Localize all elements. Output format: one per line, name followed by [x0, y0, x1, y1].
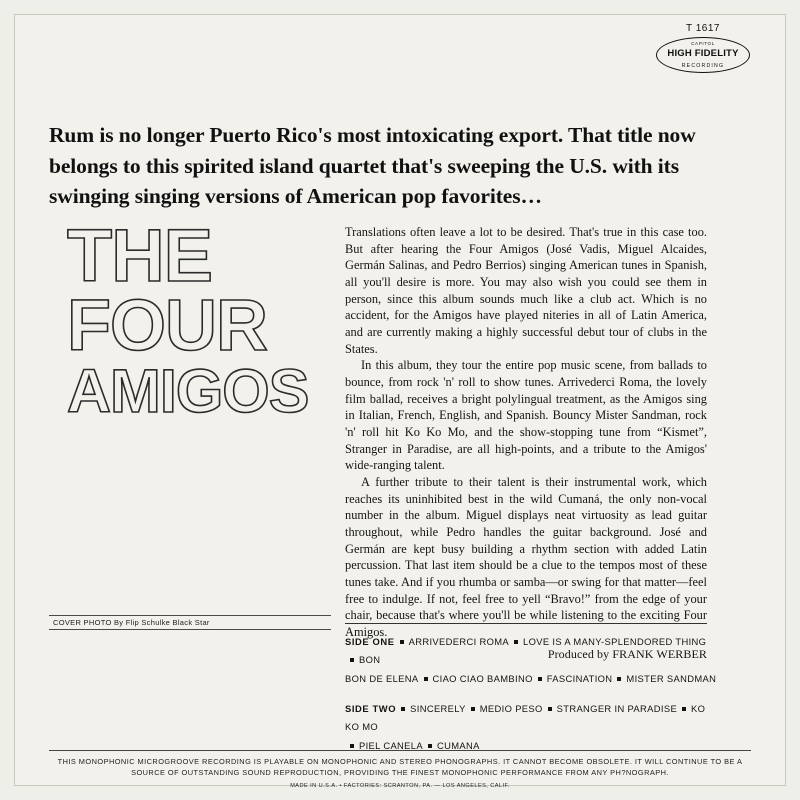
album-title-line-1: THE [67, 214, 212, 297]
album-back-cover [14, 14, 786, 790]
recording-label: RECORDING [681, 62, 725, 69]
footer-divider [49, 750, 751, 751]
side-one-line-2 [345, 670, 717, 688]
produced-by-credit: Produced by FRANK WERBER [547, 646, 707, 661]
notes-divider [345, 623, 707, 624]
bullet-square-icon [350, 744, 354, 748]
liner-notes-paragraph-3: A further tribute to their talent is their instrumental work, which reaches its uninhibited best in the wild Cumaná, the only non-vocal number in the album. Miguel displays neat virtuosity as lead guitar throughout, while Pedro handles the guitar background. José and Germán are kept busy building a rhythm section with added Latin percussion. That last item should be a clue to the tempos most of these tunes take. And if you rhumba or samba—or swing for that matter—feel free to indulge. If not, feel free to yell “Bravo!” from the edge of your chair, because that's where you'll be while listening to the exciting Four Amigos. [345, 475, 707, 640]
bullet-square-icon [682, 707, 686, 711]
side-two-line-1 [345, 700, 717, 737]
track-title-partial: BON DE ELENA [345, 672, 419, 684]
track-title: LOVE IS A MANY-SPLENDORED THING [523, 636, 707, 647]
album-title-line-2: FOUR [67, 285, 267, 366]
track-title-partial: BON [359, 654, 381, 666]
album-title-line-3: AMIGOS [67, 356, 309, 425]
bullet-square-icon [428, 744, 432, 748]
bullet-square-icon [471, 707, 475, 711]
high-fidelity-label: HIGH FIDELITY [667, 48, 739, 59]
capitol-high-fidelity-logo [643, 23, 763, 73]
headline-text: Rum is no longer Puerto Rico's most intoxicating export. That title now belongs to this spirited island quartet that's sweeping the U.S. with its swinging singing versions of American pop favorites… [49, 123, 696, 209]
track-title: CIAO CIAO BAMBINO [432, 672, 533, 684]
side-two-label: SIDE TWO [345, 702, 397, 714]
track-listing [345, 633, 717, 767]
liner-notes [345, 224, 707, 662]
track-title: MEDIO PESO [479, 702, 543, 714]
manufacturing-info: MADE IN U.S.A. • FACTORIES: SCRANTON, PA. — LOS ANGELES, CALIF. [290, 783, 510, 790]
track-title: CUMANA [436, 739, 480, 751]
track-title: FASCINATION [546, 672, 613, 684]
legal-footer [49, 750, 751, 789]
track-title: PIEL CANELA [359, 739, 423, 751]
track-title: MISTER SANDMAN [626, 672, 717, 684]
side-one-label: SIDE ONE [345, 636, 395, 647]
bullet-square-icon [401, 707, 405, 711]
side-two-block [345, 700, 717, 755]
capitol-wordmark: CAPITOL [691, 41, 715, 46]
high-fidelity-badge-icon [656, 37, 750, 73]
album-title-outline [67, 214, 337, 425]
catalog-number: T 1617 [686, 23, 720, 34]
bullet-square-icon [514, 640, 518, 644]
bullet-square-icon [424, 677, 428, 681]
track-title: SINCERELY [410, 702, 466, 714]
liner-notes-paragraph-1: Translations often leave a lot to be desired. That's true in this case too. But after hearing the Four Amigos (José Vadis, Miguel Alcaides, Germán Salinas, and Pedro Berrios) singing American tunes in Spanish, all you'll desire is more. You may also wish you could see them in person, since this album sounds much like a club act. Which is no accident, for the Amigos have played niteries in all of Latin America, and are currently making a highly successful debut tour of clubs in the States. [345, 225, 707, 356]
track-title: STRANGER IN PARADISE [556, 702, 678, 714]
legal-text: THIS MONOPHONIC MICROGROOVE RECORDING IS PLAYABLE ON MONOPHONIC AND STEREO PHONOGRAPHS. IT CANNOT BECOME OBSOLETE. IT WILL CONTINUE TO BE A SOURCE OF OUTSTANDING SOUND REPRODUCTION, PROVIDING THE FINEST MONOPHONIC PERFORMANCE FROM ANY PH?NOGRAPH. [57, 757, 743, 778]
track-title: ARRIVEDERCI ROMA [408, 636, 510, 647]
bullet-square-icon [400, 640, 404, 644]
cover-photo-credit: COVER PHOTO By Flip Schulke Black Star [49, 615, 331, 630]
bullet-square-icon [617, 677, 621, 681]
side-one-line-1 [345, 633, 717, 670]
bullet-square-icon [538, 677, 542, 681]
side-one-block [345, 633, 717, 688]
track-title: KO KO MO [345, 702, 706, 733]
liner-notes-paragraph-2: In this album, they tour the entire pop music scene, from ballads to bounce, from rock 'n' roll to show tunes. Arrivederci Roma, the lovely film ballad, receives a bright polylingual treatment, as the Amigos sing in Italian, French, English, and Spanish. Bouncy Mister Sandman, rock 'n' roll hit Ko Ko Mo, and the show-stopping tune from “Kismet”, Stranger in Paradise, are all high-points, and a tribute to the Amigos' wide-ranging talent. [345, 358, 707, 473]
bullet-square-icon [350, 658, 354, 662]
bullet-square-icon [548, 707, 552, 711]
